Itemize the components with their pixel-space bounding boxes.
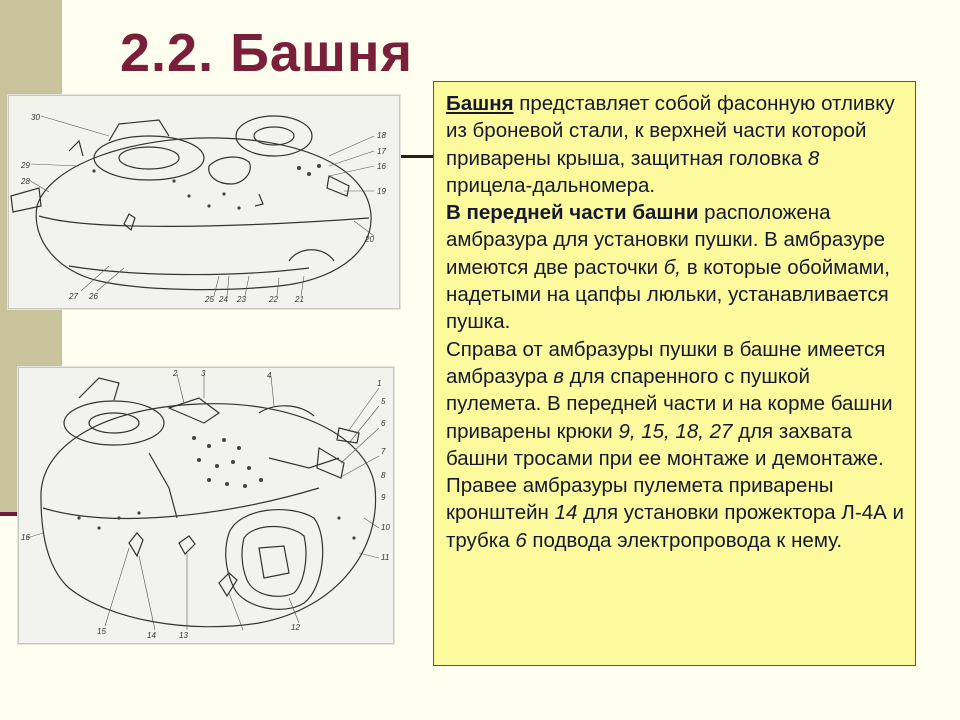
- callout-23: 23: [237, 295, 246, 304]
- callout-4: 4: [267, 371, 272, 380]
- turret-drawing-top-svg: [9, 96, 399, 308]
- paragraph-3: [446, 336, 905, 472]
- turret-drawing-top: [8, 95, 400, 309]
- callout-12: 12: [291, 623, 300, 632]
- paragraph-1: [446, 90, 905, 199]
- callout-28: 28: [21, 177, 30, 186]
- callout-29: 29: [21, 161, 30, 170]
- p2-ref-letter: б,: [663, 255, 681, 279]
- callout-9: 9: [381, 493, 386, 502]
- callout-1: 1: [377, 379, 382, 388]
- p1-text-a: представляет собой фасонную отливку из броневой стали, к верхней части которой приварены крыша, защитная головка: [446, 92, 895, 170]
- callout-6: 6: [381, 419, 386, 428]
- p4-ref-num-1: 14: [554, 501, 578, 525]
- callout-3: 3: [201, 369, 206, 378]
- callout-13: 13: [179, 631, 188, 640]
- callout-14: 14: [147, 631, 156, 640]
- callout-21: 21: [295, 295, 304, 304]
- term-turret: Башня: [446, 92, 514, 115]
- p4-text-b: для установки прожектора Л-4А и трубка: [446, 501, 904, 552]
- callout-2: 2: [173, 369, 178, 378]
- callout-16: 16: [377, 162, 386, 171]
- callout-18: 18: [377, 131, 386, 140]
- callout-16: 16: [21, 533, 30, 542]
- callout-7: 7: [381, 447, 386, 456]
- callout-22: 22: [269, 295, 278, 304]
- callout-24: 24: [219, 295, 228, 304]
- p1-ref-num: 8: [807, 146, 820, 170]
- p3-ref-letter: в: [553, 364, 564, 388]
- p2-text-b: в которые обоймами, надетыми на цапфы люльки, устанавливается пушка.: [446, 255, 890, 334]
- p4-ref-num-2: 6: [515, 528, 527, 552]
- turret-drawing-bottom-svg: [19, 368, 393, 643]
- callout-11: 11: [381, 553, 390, 562]
- p4-text-a: Правее амбразуры пулемета приварены кронштейн: [446, 474, 834, 525]
- p2-lead: В передней части башни: [446, 201, 699, 225]
- callout-26: 26: [89, 292, 98, 301]
- callout-19: 19: [377, 187, 386, 196]
- callout-20: 20: [365, 235, 374, 244]
- slide-title: 2.2. Башня: [120, 23, 414, 83]
- p3-ref-nums: 9, 15, 18, 27: [618, 419, 733, 443]
- p3-text-a: Справа от амбразуры пушки в башне имеется амбразура: [446, 337, 886, 388]
- turret-drawing-bottom: [18, 367, 394, 644]
- callout-10: 10: [381, 523, 390, 532]
- p3-text-c: для захвата башни тросами при ее монтаже и демонтаже.: [446, 419, 884, 470]
- p4-text-c: подвода электропровода к нему.: [526, 528, 843, 552]
- callout-17: 17: [377, 147, 386, 156]
- callout-15: 15: [97, 627, 106, 636]
- decor-connector-line: [398, 155, 438, 158]
- callout-5: 5: [381, 397, 386, 406]
- callout-27: 27: [69, 292, 78, 301]
- paragraph-2: [446, 199, 905, 335]
- callout-30: 30: [31, 113, 40, 122]
- p2-text-a: расположена амбразура для установки пушки. В амбразуре имеются две расточки: [446, 201, 886, 279]
- p3-text-b: для спаренного с пушкой пулемета. В передней части и на корме башни приварены крюки: [446, 364, 893, 443]
- paragraph-4: [446, 472, 905, 554]
- callout-25: 25: [205, 295, 214, 304]
- decor-left-bar-line: [0, 512, 18, 516]
- p1-text-b: прицела-дальномера.: [446, 173, 656, 197]
- description-box: [433, 81, 916, 666]
- callout-8: 8: [381, 471, 386, 480]
